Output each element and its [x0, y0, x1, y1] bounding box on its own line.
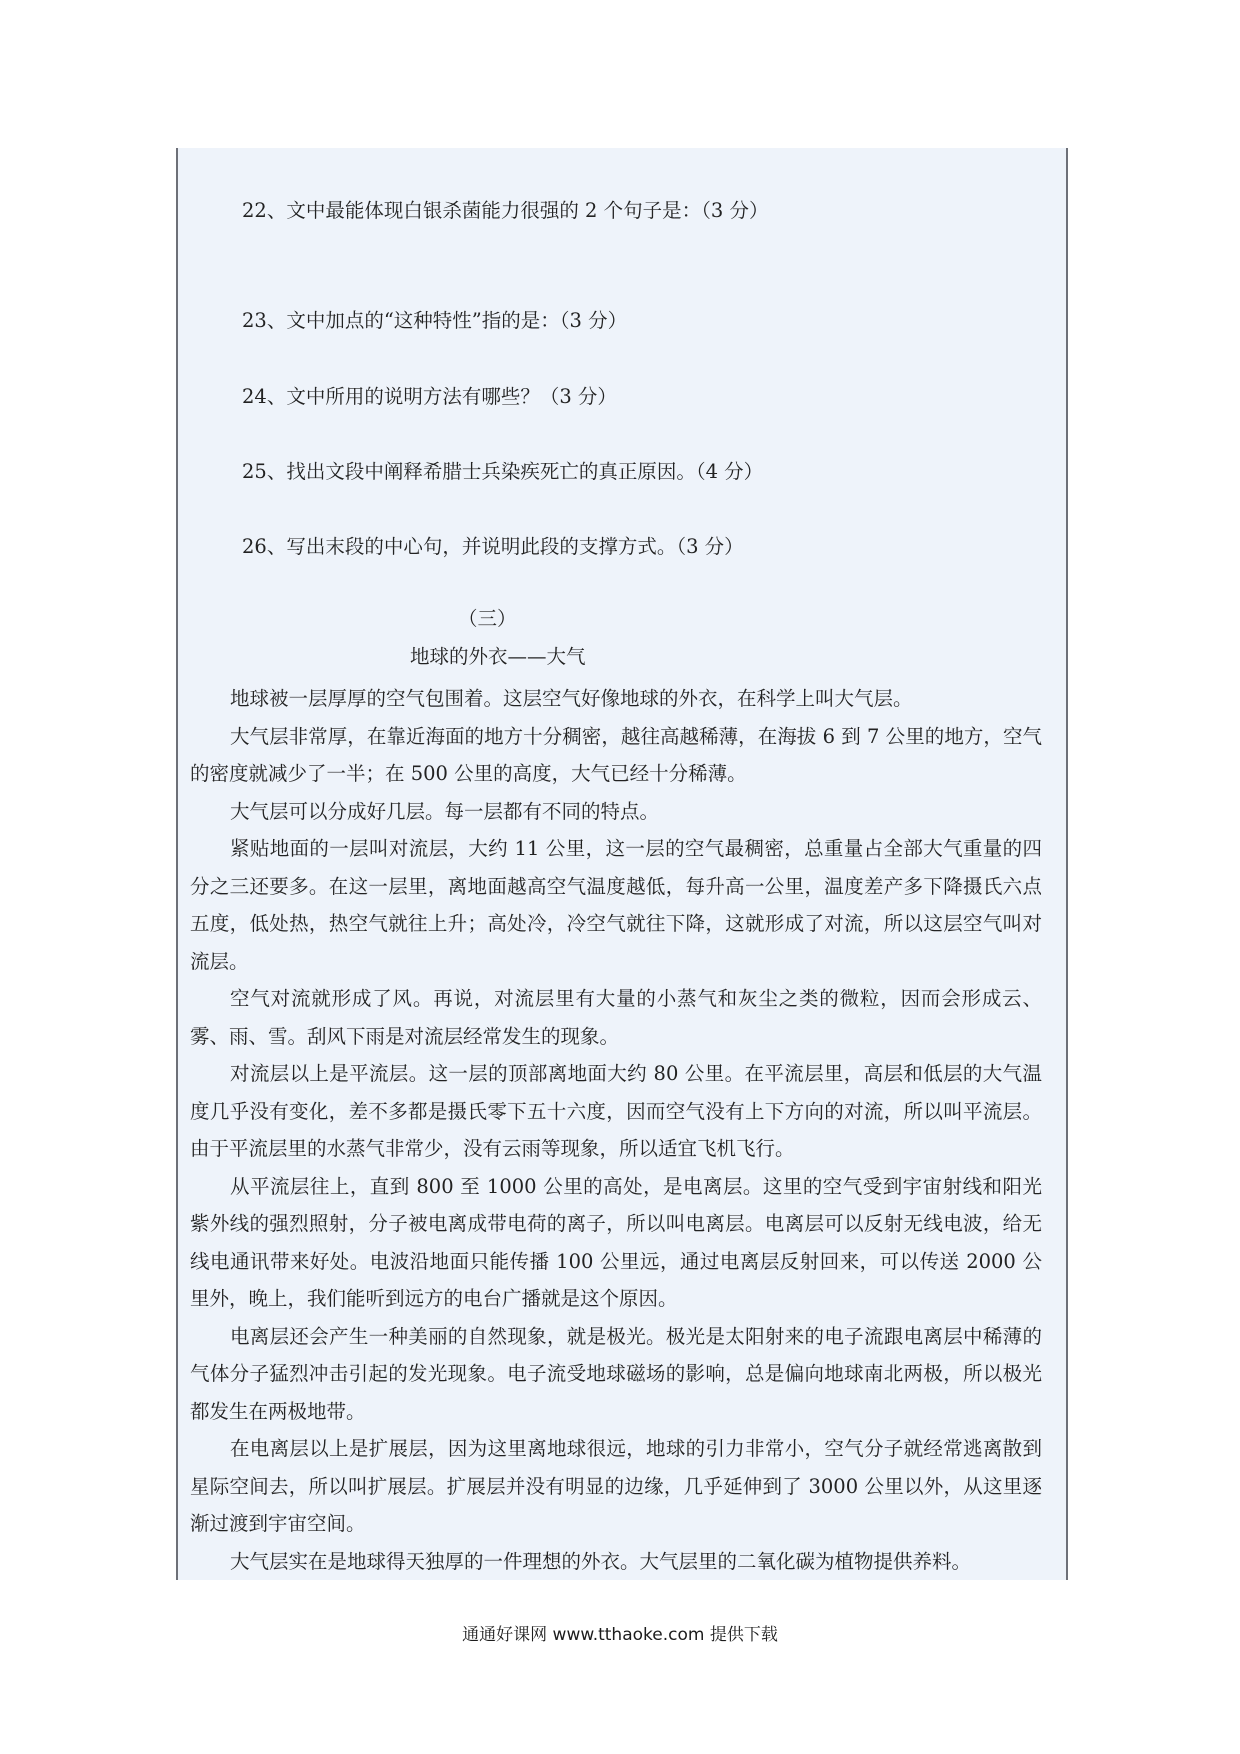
question-23: 23、文中加点的“这种特性”指的是：（3 分） — [242, 309, 628, 332]
content-panel — [176, 148, 1068, 1580]
paragraph: 从平流层往上，直到 800 至 1000 公里的高处，是电离层。这里的空气受到宇宙射线和阳光紫外线的强烈照射，分子被电离成带电荷的离子，所以叫电离层。电离层可以反射无线电波，给无线电通讯带来好处。电波沿地面只能传播 100 公里远，通过电离层反射回来，可以传送 2000 公里外，晚上，我们能听到远方的电台广播就是这个原因。 — [190, 1174, 1042, 1310]
article-body — [190, 680, 1042, 1580]
paragraph: 紧贴地面的一层叫对流层，大约 11 公里，这一层的空气最稠密，总重量占全部大气重量的四分之三还要多。在这一层里，离地面越高空气温度越低，每升高一公里，温度差产多下降摄氏六点五度，低处热，热空气就往上升；高处冷，冷空气就往下降，这就形成了对流，所以这层空气叫对流层。 — [190, 837, 1042, 973]
question-22: 22、文中最能体现白银杀菌能力很强的 2 个句子是：（3 分） — [242, 199, 769, 222]
section-number: （三） — [458, 607, 517, 630]
question-25: 25、找出文段中阐释希腊士兵染疾死亡的真正原因。（4 分） — [242, 460, 764, 483]
paragraph: 空气对流就形成了风。再说，对流层里有大量的小蒸气和灰尘之类的微粒，因而会形成云、雾、雨、雪。刮风下雨是对流层经常发生的现象。 — [190, 987, 1042, 1048]
paragraph: 大气层实在是地球得天独厚的一件理想的外衣。大气层里的二氧化碳为植物提供养料。 — [230, 1549, 972, 1573]
paragraph: 大气层可以分成好几层。每一层都有不同的特点。 — [230, 799, 660, 823]
paragraph: 电离层还会产生一种美丽的自然现象，就是极光。极光是太阳射来的电子流跟电离层中稀薄的气体分子猛烈冲击引起的发光现象。电子流受地球磁场的影响，总是偏向地球南北两极，所以极光都发生在两极地带。 — [190, 1324, 1042, 1423]
paragraph: 地球被一层厚厚的空气包围着。这层空气好像地球的外衣，在科学上叫大气层。 — [230, 687, 913, 710]
question-24: 24、文中所用的说明方法有哪些？（3 分） — [242, 385, 617, 408]
article-title: 地球的外衣——大气 — [410, 645, 586, 668]
paragraph: 对流层以上是平流层。这一层的顶部离地面大约 80 公里。在平流层里，高层和低层的大气温度几乎没有变化，差不多都是摄氏零下五十六度，因而空气没有上下方向的对流，所以叫平流层。由于平流层里的水蒸气非常少，没有云雨等现象，所以适宜飞机飞行。 — [190, 1062, 1042, 1160]
paragraph: 大气层非常厚，在靠近海面的地方十分稠密，越往高越稀薄，在海拔 6 到 7 公里的地方，空气的密度就减少了一半；在 500 公里的高度，大气已经十分稀薄。 — [190, 724, 1042, 785]
paragraph: 在电离层以上是扩展层，因为这里离地球很远，地球的引力非常小，空气分子就经常逃离散到星际空间去，所以叫扩展层。扩展层并没有明显的边缘，几乎延伸到了 3000 公里以外，从这里逐渐过渡到宇宙空间。 — [190, 1437, 1042, 1535]
footer-text: 通通好课网 www.tthaoke.com 提供下载 — [462, 1625, 778, 1645]
question-26: 26、写出末段的中心句，并说明此段的支撑方式。（3 分） — [242, 535, 744, 558]
